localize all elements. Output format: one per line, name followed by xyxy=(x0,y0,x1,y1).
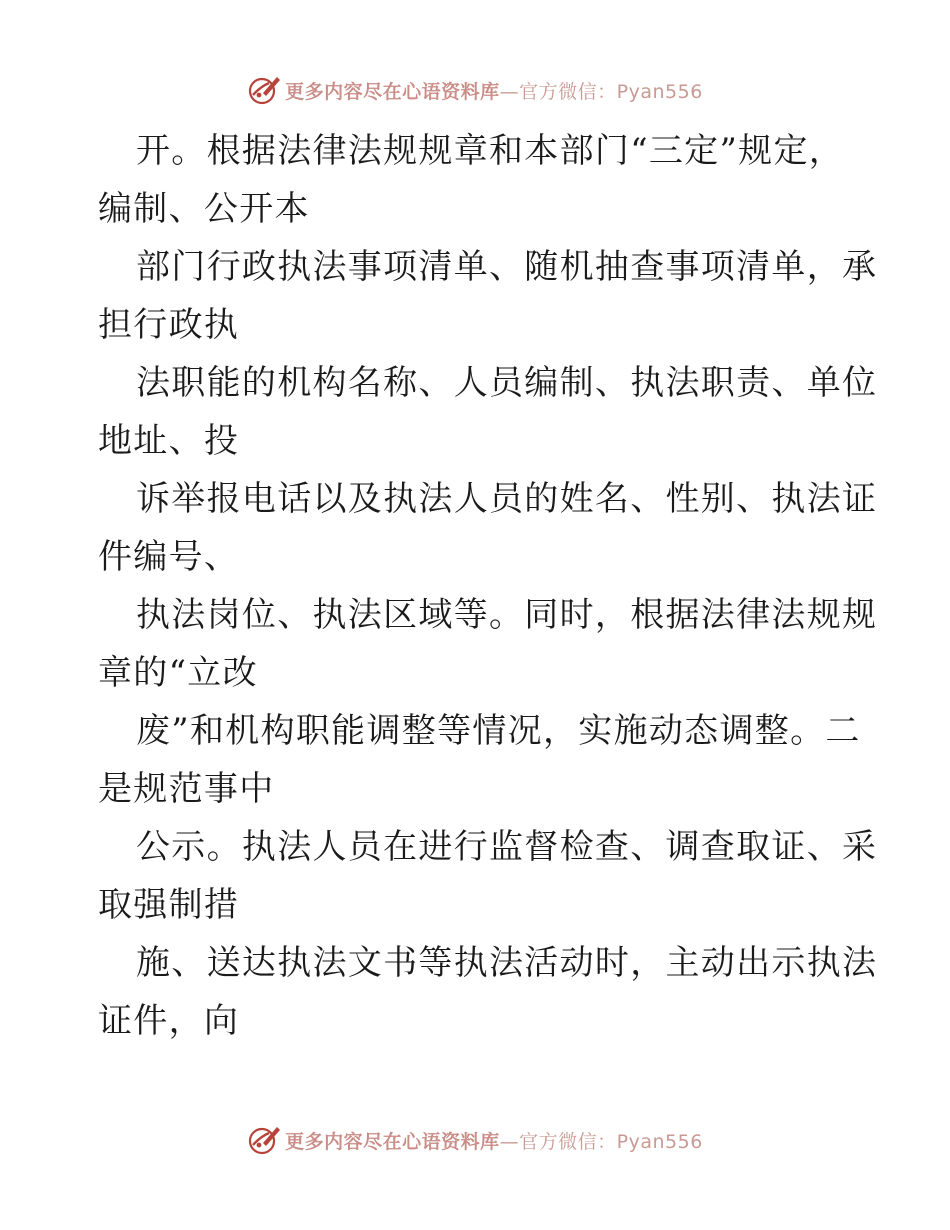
document-line: 件编号、 xyxy=(98,537,240,577)
header-banner-rest: —官方微信：Pyan556 xyxy=(499,80,703,103)
document-line: 地址、投 xyxy=(98,421,240,461)
document-line: 编制、公开本 xyxy=(98,189,310,229)
document-line: 诉举报电话以及执法人员的姓名、性别、执法证 xyxy=(136,479,878,519)
document-line: 章的“立改 xyxy=(98,653,258,693)
footer-banner xyxy=(0,1120,950,1160)
document-line: 是规范事中 xyxy=(98,769,275,809)
footer-banner-text xyxy=(285,1127,703,1154)
footer-banner-lead: 更多内容尽在心语资料库 xyxy=(285,1130,500,1153)
header-banner xyxy=(0,70,950,110)
pen-nib-logo-icon xyxy=(247,73,281,107)
document-line: 部门行政执法事项清单、随机抽查事项清单，承 xyxy=(136,247,878,287)
footer-banner-rest: —官方微信：Pyan556 xyxy=(499,1130,703,1153)
document-line: 取强制措 xyxy=(98,885,240,925)
document-line: 证件，向 xyxy=(98,1001,240,1041)
pen-nib-logo-icon xyxy=(247,1123,281,1157)
document-line: 担行政执 xyxy=(98,305,240,345)
document-line: 开。根据法律法规规章和本部门“三定”规定， xyxy=(136,131,845,171)
document-line: 施、送达执法文书等执法活动时，主动出示执法 xyxy=(136,943,878,983)
header-banner-lead: 更多内容尽在心语资料库 xyxy=(285,80,500,103)
header-banner-text xyxy=(285,77,703,104)
document-body xyxy=(98,122,878,1050)
document-line: 法职能的机构名称、人员编制、执法职责、单位 xyxy=(136,363,878,403)
document-line: 执法岗位、执法区域等。同时，根据法律法规规 xyxy=(136,595,878,635)
document-line: 废”和机构职能调整等情况，实施动态调整。二 xyxy=(136,711,861,751)
document-line: 公示。执法人员在进行监督检查、调查取证、采 xyxy=(136,827,878,867)
